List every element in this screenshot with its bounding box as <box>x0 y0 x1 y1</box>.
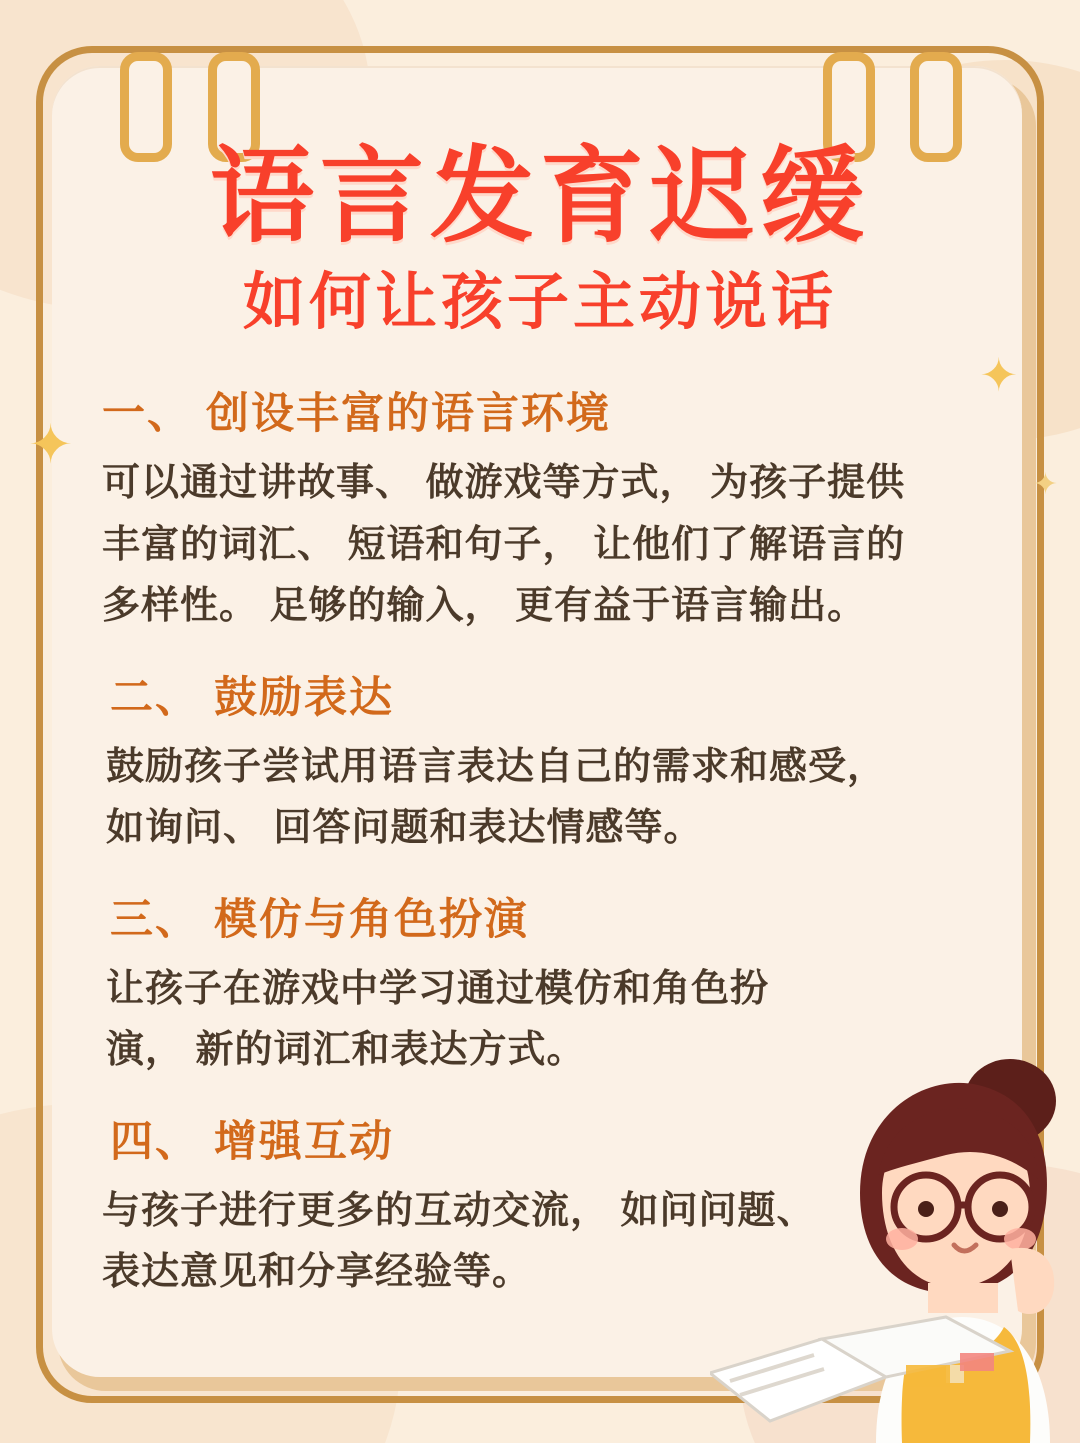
girl-reading-illustration-icon <box>710 1043 1070 1443</box>
sparkle-icon: ✦ <box>979 349 1018 401</box>
section-2-heading: 二、 鼓励表达 <box>110 673 394 722</box>
section-3-heading: 三、 模仿与角色扮演 <box>110 895 529 944</box>
section-4-heading: 四、 增强互动 <box>110 1117 394 1166</box>
page-subtitle: 如何让孩子主动说话 <box>242 268 837 337</box>
section-4-line: 与孩子进行更多的互动交流， 如问问题、 <box>102 1189 816 1232</box>
section-3-line: 让孩子在游戏中学习通过模仿和角色扮 <box>106 967 770 1010</box>
section-1-line: 丰富的词汇、 短语和句子， 让他们了解语言的 <box>102 523 906 566</box>
section-2-line: 如询问、 回答问题和表达情感等。 <box>106 807 703 850</box>
section-1-heading: 一、 创设丰富的语言环境 <box>102 390 611 438</box>
sparkle-icon: ✦ <box>28 415 74 475</box>
section-1-body <box>96 453 1006 638</box>
sparkle-icon: ✦ <box>1032 468 1058 501</box>
section-2-line: 鼓励孩子尝试用语言表达自己的需求和感受， <box>106 745 887 788</box>
page-title: 语言发育迟缓 <box>209 139 870 255</box>
section-2 <box>96 664 1006 860</box>
section-1-line: 可以通过讲故事、 做游戏等方式， 为孩子提供 <box>102 462 906 504</box>
section-3-line: 演， 新的词汇和表达方式。 <box>106 1029 586 1072</box>
section-2-body <box>96 737 1006 860</box>
section-4-line: 表达意见和分享经验等。 <box>102 1251 532 1294</box>
section-1-line: 多样性。 足够的输入， 更有益于语言输出。 <box>102 585 867 628</box>
section-1 <box>96 380 1006 638</box>
